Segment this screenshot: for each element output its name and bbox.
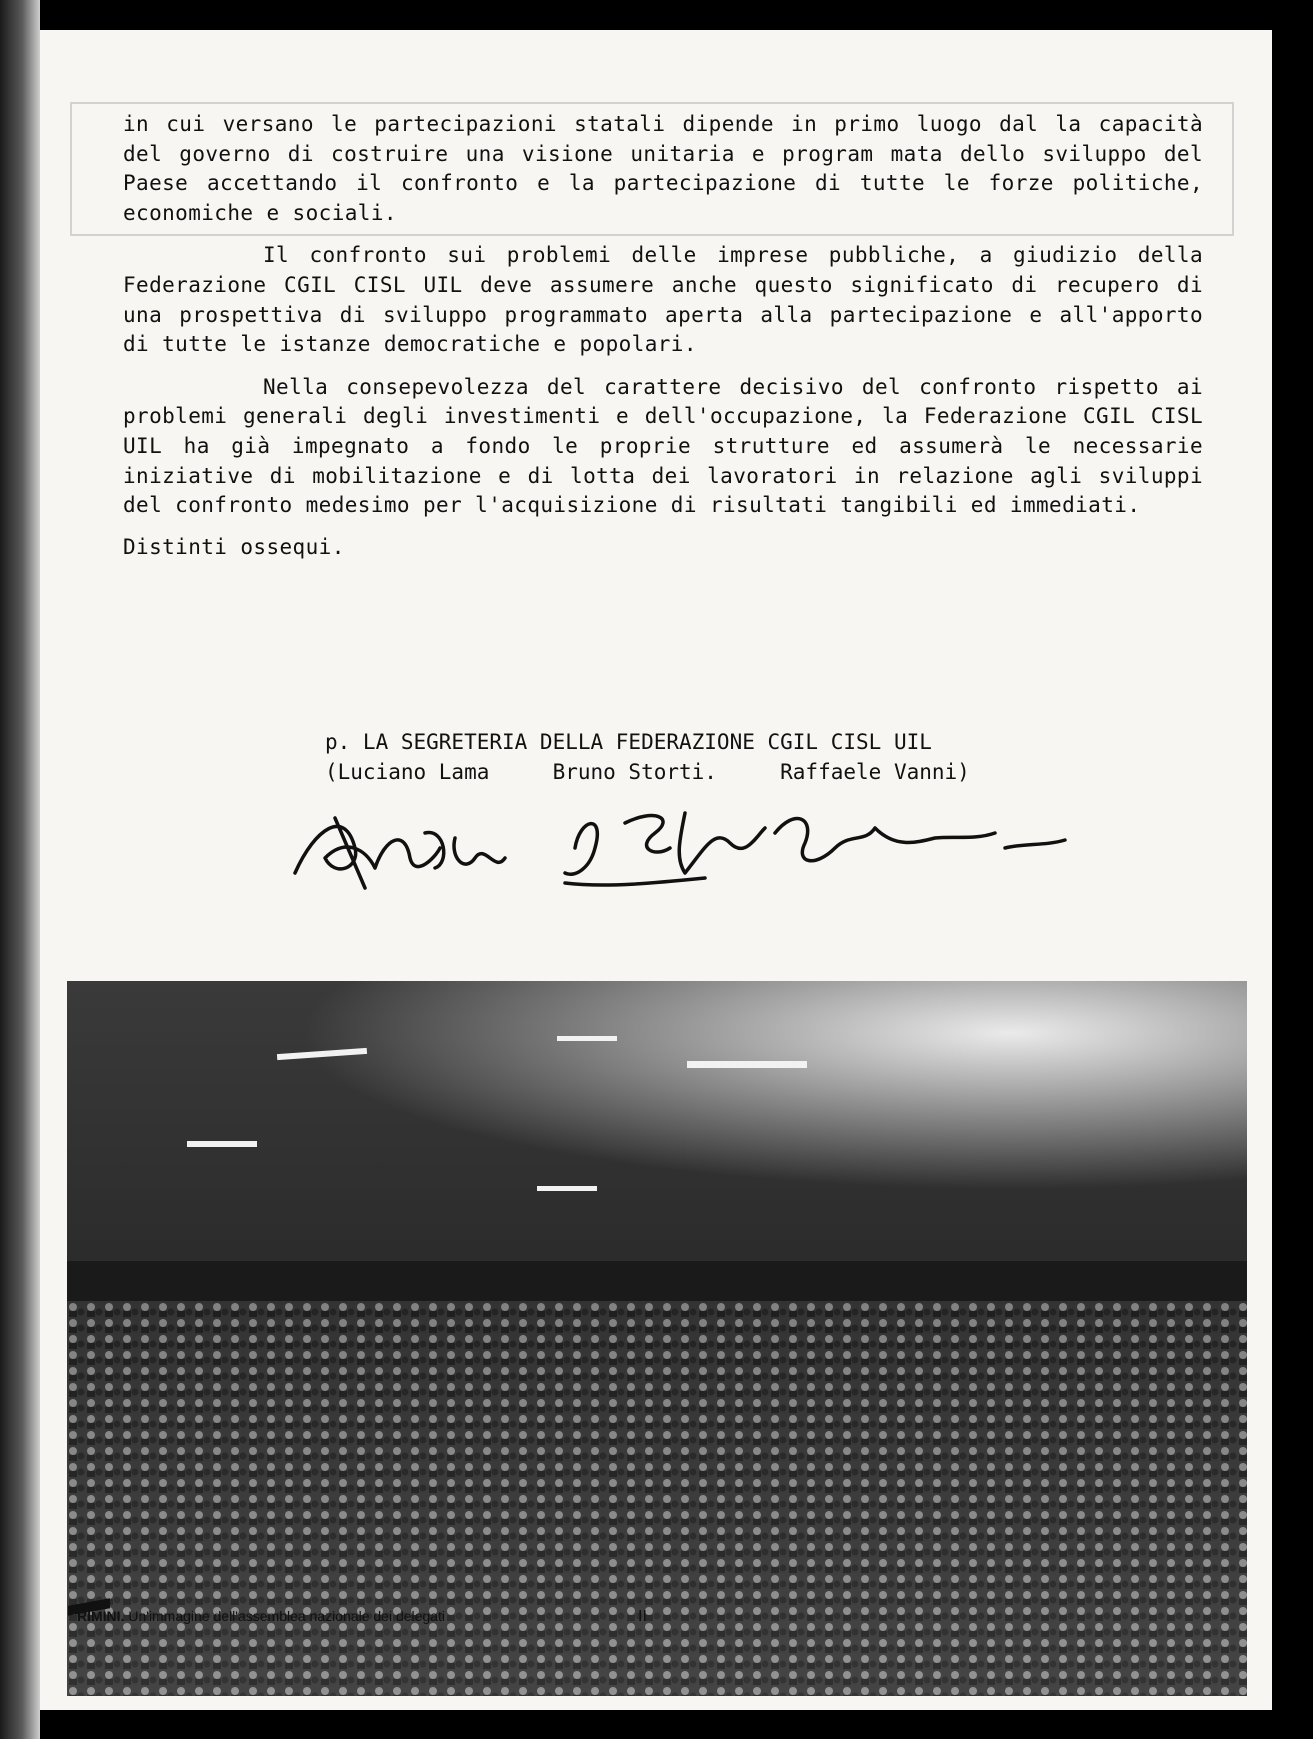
document-page xyxy=(40,30,1272,1710)
paragraph-3: Nella consepevolezza del carattere decisivo del confronto rispetto ai problemi generali degli investimenti e dell'occupazione, la Federazione CGIL CISL UIL ha già impegnato a fondo le proprie strutture ed assumerà le necessarie iniziative di mobilitazione e di lotta dei lavoratori in relazione agli sviluppi del confronto medesimo per l'acquisizione di risultati tangibili ed immediati. xyxy=(123,374,1217,518)
caption-text: Un'immagine dell'assemblea nazionale dei delegati xyxy=(124,1608,445,1624)
binding-gutter xyxy=(0,0,40,1739)
letter-body xyxy=(123,110,1217,562)
signatory-names: (Luciano Lama Bruno Storti. Raffaele Vanni) xyxy=(325,760,970,784)
photo-caption xyxy=(77,1608,445,1624)
handwritten-signatures xyxy=(275,788,1095,898)
closing-salutation: Distinti ossequi. xyxy=(123,534,345,559)
paragraph-1: in cui versano le partecipazioni statali dipende in primo luogo dal la capacità del governo di costruire una visione unitaria e program mata dello sviluppo del Paese accettando il confronto e la partecipazione di tutte le forze politiche, economiche e sociali. xyxy=(123,112,1217,225)
paragraph-2: Il confronto sui problemi delle imprese pubbliche, a giudizio della Federazione CGIL CISL UIL deve assumere anche questo significato di recupero di una prospettiva di sviluppo programmato aperta alla partecipazione e all'apporto di tutte le istanze democratiche e popolari. xyxy=(123,243,1217,357)
page-number: II xyxy=(638,1608,647,1625)
page-edge xyxy=(1272,0,1313,1739)
secretariat-line: p. LA SEGRETERIA DELLA FEDERAZIONE CGIL CISL UIL xyxy=(325,730,932,754)
assembly-photo xyxy=(67,981,1247,1710)
caption-location: RIMINI. xyxy=(77,1608,125,1624)
